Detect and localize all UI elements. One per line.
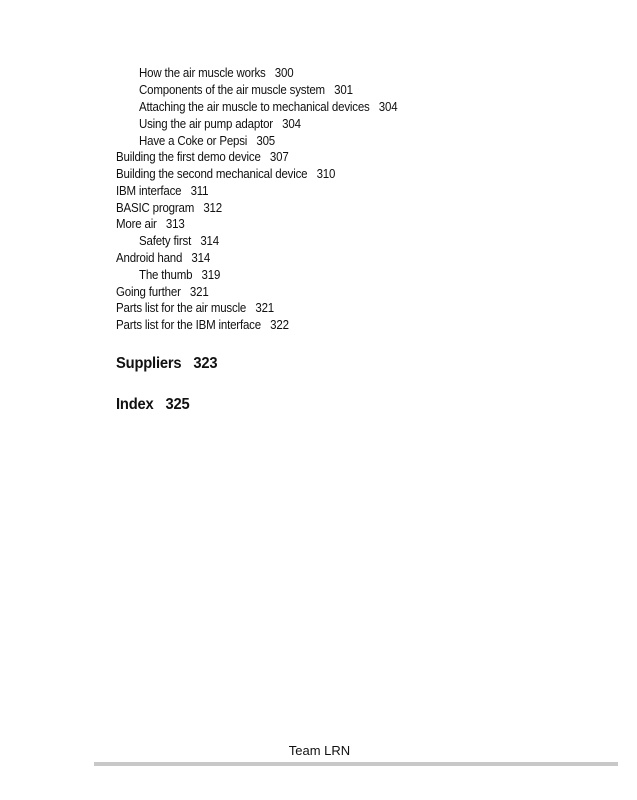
toc-section-title: Index (116, 396, 154, 413)
toc-section-page: 323 (193, 355, 218, 372)
toc-entry-page: 304 (282, 117, 301, 131)
toc-section-page: 325 (165, 396, 190, 413)
toc-entry-page: 312 (203, 201, 222, 215)
toc-entry-page: 322 (270, 318, 289, 332)
toc-entry (139, 267, 220, 283)
toc-entry-page: 321 (189, 285, 209, 299)
toc-entry (116, 149, 289, 165)
toc-entry-title: Using the air pump adaptor (139, 117, 273, 131)
toc-entry-title: Safety first (139, 234, 192, 248)
toc-entry-page: 307 (269, 150, 289, 164)
toc-entry-title: IBM interface (116, 184, 182, 198)
toc-entry (139, 99, 397, 115)
toc-entry-page: 305 (256, 134, 276, 148)
toc-entry (139, 116, 301, 132)
toc-entry-title: Components of the air muscle system (139, 83, 325, 97)
toc-entry-page: 311 (190, 184, 209, 198)
toc-entry-title: The thumb (139, 268, 193, 282)
toc-entry (116, 183, 208, 199)
toc-entry-title: Have a Coke or Pepsi (139, 134, 248, 148)
toc-entry-title: Attaching the air muscle to mechanical devices (139, 100, 370, 114)
toc-entry (139, 82, 353, 98)
footer-rule (94, 762, 618, 766)
toc-entry-page: 314 (191, 251, 211, 265)
footer-label: Team LRN (288, 743, 351, 758)
toc-entry-page: 300 (274, 66, 294, 80)
toc-entry-page: 301 (334, 83, 353, 97)
toc-entry-title: Parts list for the IBM interface (116, 318, 261, 332)
toc-entry-title: How the air muscle works (139, 66, 266, 80)
toc-entry (139, 65, 293, 81)
toc-entry-title: Android hand (116, 251, 183, 265)
toc-entry (139, 133, 275, 149)
toc-entry (116, 166, 335, 182)
toc-entry-title: Going further (116, 285, 181, 299)
toc-section-title: Suppliers (116, 355, 182, 372)
toc-entry-title: Parts list for the air muscle (116, 301, 247, 315)
toc-entry (116, 200, 222, 216)
toc-section-suppliers (116, 355, 217, 373)
toc-entry-page: 313 (165, 217, 185, 231)
toc-entry (139, 233, 219, 249)
toc-entry-title: BASIC program (116, 201, 195, 215)
toc-entry-page: 314 (200, 234, 219, 248)
toc-entry (116, 250, 210, 266)
footer (0, 743, 637, 758)
toc-entry-page: 304 (378, 100, 398, 114)
toc-entry (116, 216, 185, 232)
toc-entry-page: 319 (201, 268, 221, 282)
toc-entry-page: 321 (255, 301, 274, 315)
toc-entry (116, 317, 289, 333)
toc-entry (116, 284, 209, 300)
toc-entry-title: Building the second mechanical device (116, 167, 308, 181)
toc-entry-page: 310 (316, 167, 336, 181)
toc-section-index (116, 396, 190, 414)
toc-entry (116, 300, 274, 316)
toc-entry-title: Building the first demo device (116, 150, 261, 164)
toc-entry-title: More air (116, 217, 157, 231)
